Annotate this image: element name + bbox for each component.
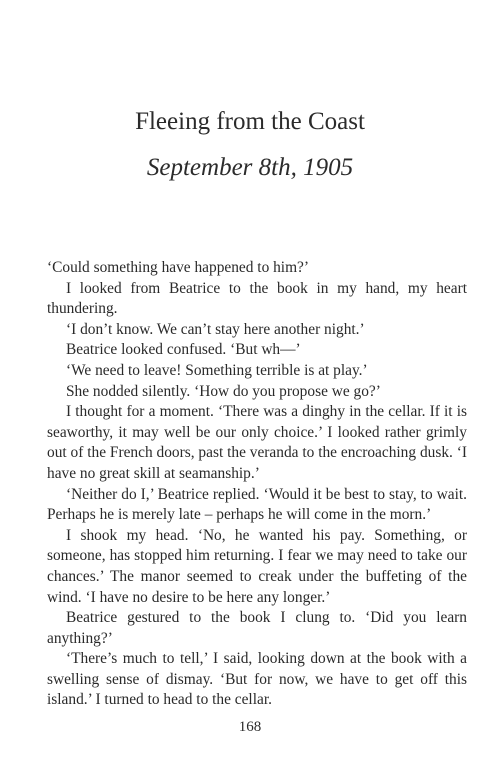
body-text [47, 258, 467, 711]
paragraph: She nodded silently. ‘How do you propose we go?’ [66, 382, 381, 400]
paragraph: ‘I don’t know. We can’t stay here another night.’ [66, 320, 365, 338]
paragraph: ‘Neither do I,’ Beatrice replied. ‘Would it be best to stay, to wait. Perhaps he is merely late – perhaps he will come in the morn.’ [47, 485, 467, 524]
paragraph: I shook my head. ‘No, he wanted his pay. Something, or someone, has stopped him returning. I fear we may need to take our chances.’ The manor seemed to creak under the buffeting of the wind. ‘I have no desire to be here any longer.’ [47, 526, 467, 606]
paragraph: ‘There’s much to tell,’ I said, looking down at the book with a swelling sense of dismay. ‘But for now, we have to get off this island.’ I turned to head to the cellar. [47, 650, 467, 709]
paragraph: Beatrice looked confused. ‘But wh—’ [66, 341, 301, 359]
paragraph: ‘We need to leave! Something terrible is at play.’ [66, 361, 368, 379]
paragraph: Beatrice gestured to the book I clung to. ‘Did you learn anything?’ [47, 609, 467, 647]
paragraph: I looked from Beatrice to the book in my hand, my heart thundering. [47, 279, 467, 318]
page-number: 168 [238, 719, 262, 735]
paragraph: I thought for a moment. ‘There was a dinghy in the cellar. If it is seaworthy, it may well be our only choice.’ I looked rather grimly out of the French doors, past the veranda to the encroaching dusk. ‘I have no great skill at seamanship.’ [47, 403, 467, 482]
chapter-date: September 8th, 1905 [146, 154, 354, 181]
chapter-title: Fleeing from the Coast [135, 108, 365, 135]
paragraph: ‘Could something have happened to him?’ [47, 259, 310, 276]
